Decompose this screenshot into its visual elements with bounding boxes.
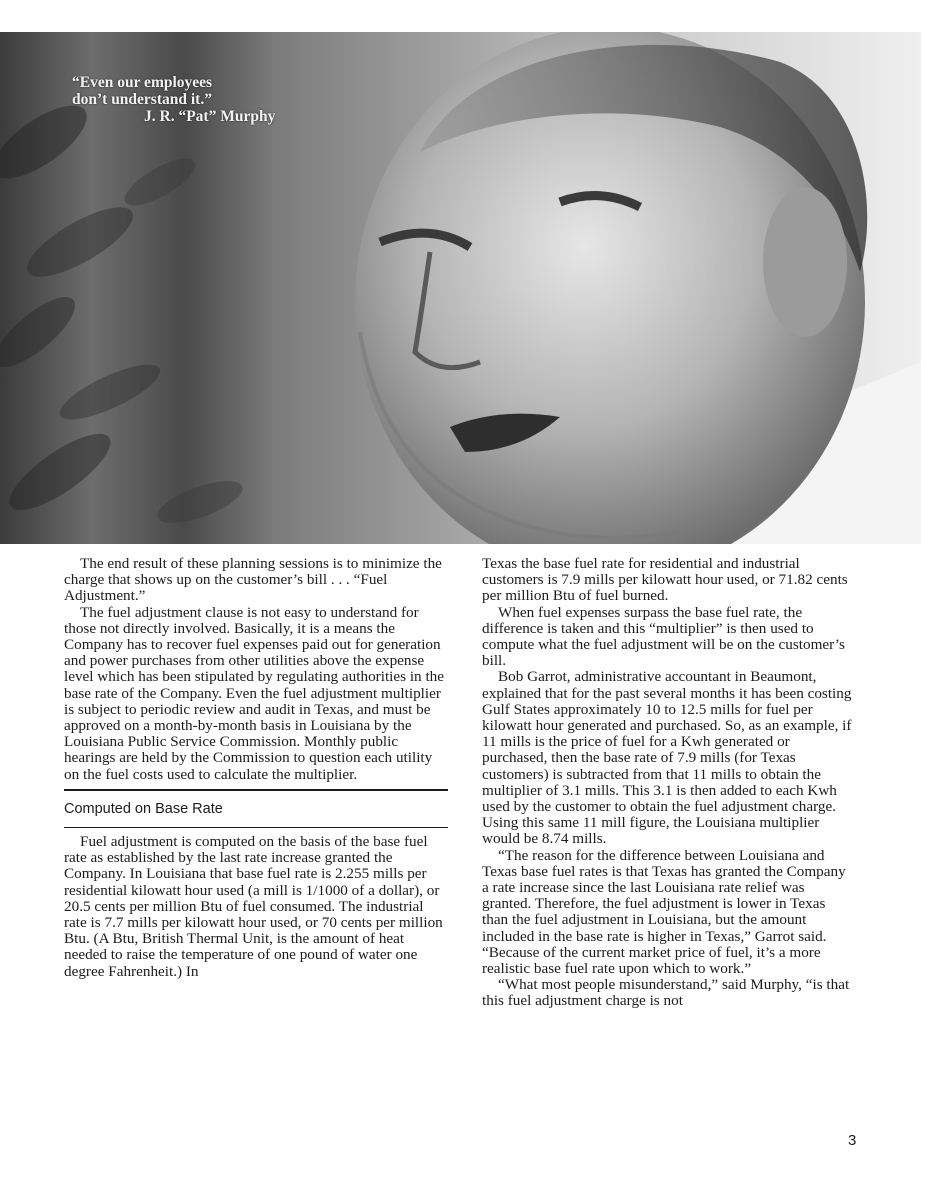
ear <box>763 187 847 337</box>
paragraph: The end result of these planning sessions is to minimize the charge that shows up on the customer’s bill . . . “Fuel Adjustment.” <box>64 555 442 605</box>
quote-line-1: “Even our employees <box>72 74 213 91</box>
paragraph: The fuel adjustment clause is not easy to understand for those not directly involved. Basically, it is a means the Company has to recover fuel expenses paid out for generation and power purchases from other utilities above the expense level which has been stipulated by regulating authorities in the base rate of the Company. Even the fuel adjustment multiplier is subject to periodic review and audit in Texas, and must be approved on a month-by-month basis in Louisiana by the Louisiana Public Service Commission. Monthly public hearings are held by the Commission to question each utility on the fuel costs used to calculate the multiplier. <box>64 603 445 783</box>
article-left-column <box>64 556 448 980</box>
background-foliage <box>0 92 247 531</box>
paragraph: When fuel expenses surpass the base fuel rate, the difference is taken and this “multiplier” is then used to compute what the fuel adjustment will be on the customer’s bill. <box>482 603 845 670</box>
paragraph: Texas the base fuel rate for residential and industrial customers is 7.9 mills per kilowatt hour used, or 71.82 cents per million Btu of fuel burned. <box>482 555 848 605</box>
portrait-photo <box>0 32 921 544</box>
paragraph: “The reason for the difference between Louisiana and Texas base fuel rates is that Texas has granted the Company a rate increase since the last Louisiana rate relief was granted. Therefore, the fuel adjustment is lower in Texas than the fuel adjustment in Louisiana, but the amount included in the base rate is higher in Texas,” Garrot said. “Because of the current market price of fuel, it’s a more realistic base fuel rate upon which to work.” <box>482 846 846 978</box>
section-divider-top <box>64 789 448 791</box>
quote-attribution: J. R. “Pat” Murphy <box>144 108 276 125</box>
section-heading: Computed on Base Rate <box>64 800 223 817</box>
paragraph: Fuel adjustment is computed on the basis of the base fuel rate as established by the last rate increase granted the Company. In Louisiana that base fuel rate is 2.255 mills per residential kilowatt hour used (a mill is 1/1000 of a dollar), or 20.5 cents per million Btu of fuel consumed. The industrial rate is 7.7 mills per kilowatt hour used, or 70 cents per million Btu. (A Btu, British Thermal Unit, is the amount of heat needed to raise the temperature of one pound of water one degree Fahrenheit.) In <box>64 833 443 980</box>
quote-line-2: don’t understand it.” <box>72 91 212 108</box>
section-divider-bottom <box>64 827 448 828</box>
article-right-column <box>482 556 854 1010</box>
paragraph: “What most people misunderstand,” said Murphy, “is that this fuel adjustment charge is not <box>482 976 850 1010</box>
page-number: 3 <box>848 1132 857 1149</box>
photo-caption-quote <box>72 74 372 125</box>
paragraph: Bob Garrot, administrative accountant in Beaumont, explained that for the past several months it has been costing Gulf States approximately 10 to 12.5 mills for fuel per kilowatt hour generated and purchased. So, as an example, if 11 mills is the price of fuel for a Kwh generated or purchased, then the base rate of 7.9 mills (for Texas customers) is subtracted from that 11 mills to obtain the multiplier of 3.1 mills. This 3.1 is then added to each Kwh used by the customer to obtain the fuel adjustment charge. Using this same 11 mill figure, the Louisiana multiplier would be 8.74 mills. <box>482 668 852 848</box>
